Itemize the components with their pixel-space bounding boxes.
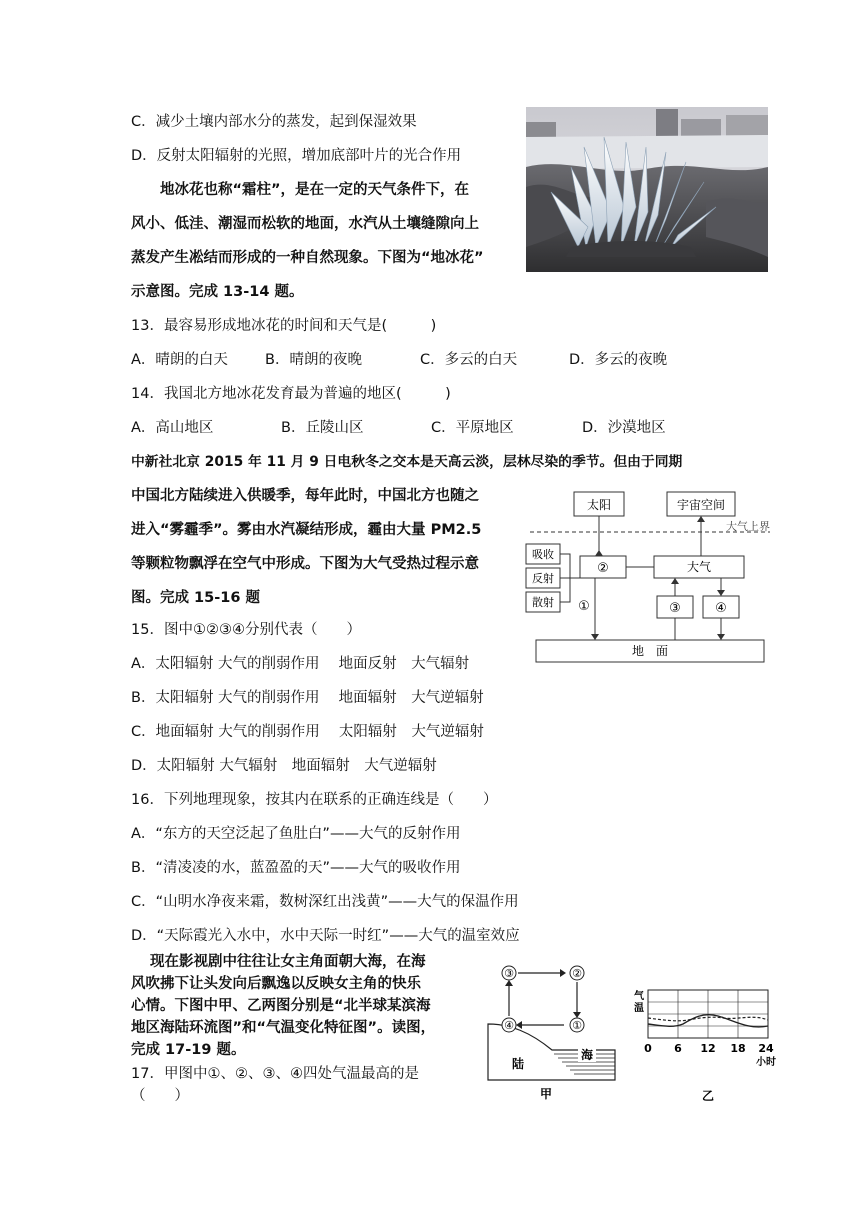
passage1-line4: 示意图。完成 13-14 题。 [131, 284, 304, 300]
q15-option-c: C．地面辐射 大气的削弱作用 太阳辐射 大气逆辐射 [131, 724, 484, 740]
land-label: 陆 [511, 1057, 525, 1071]
passage1-line2: 风小、低洼、潮湿而松软的地面，水汽从土壤缝隙向上 [131, 216, 479, 232]
y-axis-label-1: 气 [634, 991, 644, 1002]
x-tick-24: 24 [758, 1042, 774, 1055]
q16-option-c: C．“山明水净夜来霜，数树深红出浅黄”——大气的保温作用 [131, 894, 519, 910]
process3-label: ③ [669, 601, 681, 616]
sea-label: 海 [580, 1048, 594, 1062]
point3-label: ③ [504, 967, 514, 980]
absorb-label: 吸收 [532, 548, 554, 561]
q17-stem: 17．甲图中①、②、③、④四处气温最高的是 [131, 1066, 419, 1082]
passage3-line1: 现在影视剧中往往让女主角面朝大海，在海 [150, 954, 426, 970]
ice-flower-photo [526, 107, 768, 272]
q13-option-d: D．多云的夜晚 [569, 352, 668, 368]
reflect-label: 反射 [532, 572, 554, 585]
passage2-line2: 中国北方陆续进入供暖季，每年此时，中国北方也随之 [131, 488, 479, 504]
x-tick-18: 18 [730, 1042, 746, 1055]
passage1-line1: 地冰花也称“霜柱”，是在一定的天气条件下，在 [160, 182, 470, 198]
chart-caption-yi: 乙 [701, 1089, 715, 1103]
land-sea-circulation-diagram [480, 962, 620, 1102]
process4-label: ④ [715, 601, 727, 616]
upper-boundary-label: 大气上界 [726, 520, 770, 533]
q15-option-d: D．太阳辐射 大气辐射 地面辐射 大气逆辐射 [131, 758, 437, 774]
y-axis-label-2: 温 [634, 1003, 644, 1014]
process2-label: ② [597, 561, 609, 576]
q14-option-d: D．沙漠地区 [582, 420, 666, 436]
atmosphere-heating-diagram [520, 488, 772, 666]
passage3-line3: 心情。下图中甲、乙两图分别是“北半球某滨海 [131, 998, 431, 1014]
q14-stem: 14．我国北方地冰花发育最为普遍的地区( ) [131, 386, 451, 402]
q15-option-b: B．太阳辐射 大气的削弱作用 地面辐射 大气逆辐射 [131, 690, 484, 706]
passage3-line4: 地区海陆环流图”和“气温变化特征图”。读图， [131, 1020, 436, 1036]
point2-label: ② [572, 967, 582, 980]
diagram-caption-jia: 甲 [539, 1087, 553, 1101]
scatter-label: 散射 [532, 596, 554, 609]
x-tick-0: 0 [644, 1042, 652, 1055]
x-tick-12: 12 [700, 1042, 716, 1055]
q14-option-c: C．平原地区 [431, 420, 514, 436]
passage2-line4: 等颗粒物飘浮在空气中形成。下图为大气受热过程示意 [131, 556, 479, 572]
space-label: 宇宙空间 [676, 498, 726, 512]
q13-option-c: C．多云的白天 [420, 352, 518, 368]
q15-stem: 15．图中①②③④分别代表（ ） [131, 622, 361, 638]
q14-option-b: B．丘陵山区 [281, 420, 364, 436]
q16-option-b: B．“清凌凌的水，蓝盈盈的天”——大气的吸收作用 [131, 860, 461, 876]
ground-label: 地 面 [631, 644, 669, 658]
passage3-line5: 完成 17-19 题。 [131, 1042, 246, 1058]
atmosphere-label: 大气 [686, 560, 712, 574]
passage2-line3: 进入“雾霾季”。雾由水汽凝结形成，霾由大量 PM2.5 [131, 522, 482, 538]
passage2-line5: 图。完成 15-16 题 [131, 590, 260, 606]
passage1-line3: 蒸发产生凇结而形成的一种自然现象。下图为“地冰花” [131, 250, 484, 266]
temperature-chart [628, 984, 780, 1104]
x-axis-unit: 小时 [756, 1057, 776, 1068]
sun-label: 太阳 [586, 498, 612, 512]
q13-stem: 13．最容易形成地冰花的时间和天气是( ) [131, 318, 437, 334]
q16-option-a: A．“东方的天空泛起了鱼肚白”——大气的反射作用 [131, 826, 461, 842]
q13-option-b: B．晴朗的夜晚 [265, 352, 362, 368]
x-tick-6: 6 [674, 1042, 682, 1055]
q14-option-a: A．高山地区 [131, 420, 214, 436]
q12-option-c: C．减少土壤内部水分的蒸发，起到保湿效果 [131, 114, 417, 130]
process1-label: ① [578, 599, 590, 614]
passage3-line2: 风吹拂下让头发向后飘逸以反映女主角的快乐 [131, 976, 421, 992]
q16-option-d: D．“天际霞光入水中，水中天际一时红”——大气的温室效应 [131, 928, 520, 944]
q15-option-a: A．太阳辐射 大气的削弱作用 地面反射 大气辐射 [131, 656, 470, 672]
q12-option-d: D．反射太阳辐射的光照，增加底部叶片的光合作用 [131, 148, 462, 164]
q13-option-a: A．晴朗的白天 [131, 352, 228, 368]
point1-label: ① [572, 1019, 582, 1032]
q16-stem: 16．下列地理现象，按其内在联系的正确连线是（ ） [131, 792, 498, 808]
passage2-line1: 中新社北京 2015 年 11 月 9 日电秋冬之交本是天高云淡，层林尽染的季节。但由于同期 [131, 454, 683, 470]
point4-label: ④ [504, 1019, 514, 1032]
q17-paren: （ ） [131, 1088, 189, 1104]
